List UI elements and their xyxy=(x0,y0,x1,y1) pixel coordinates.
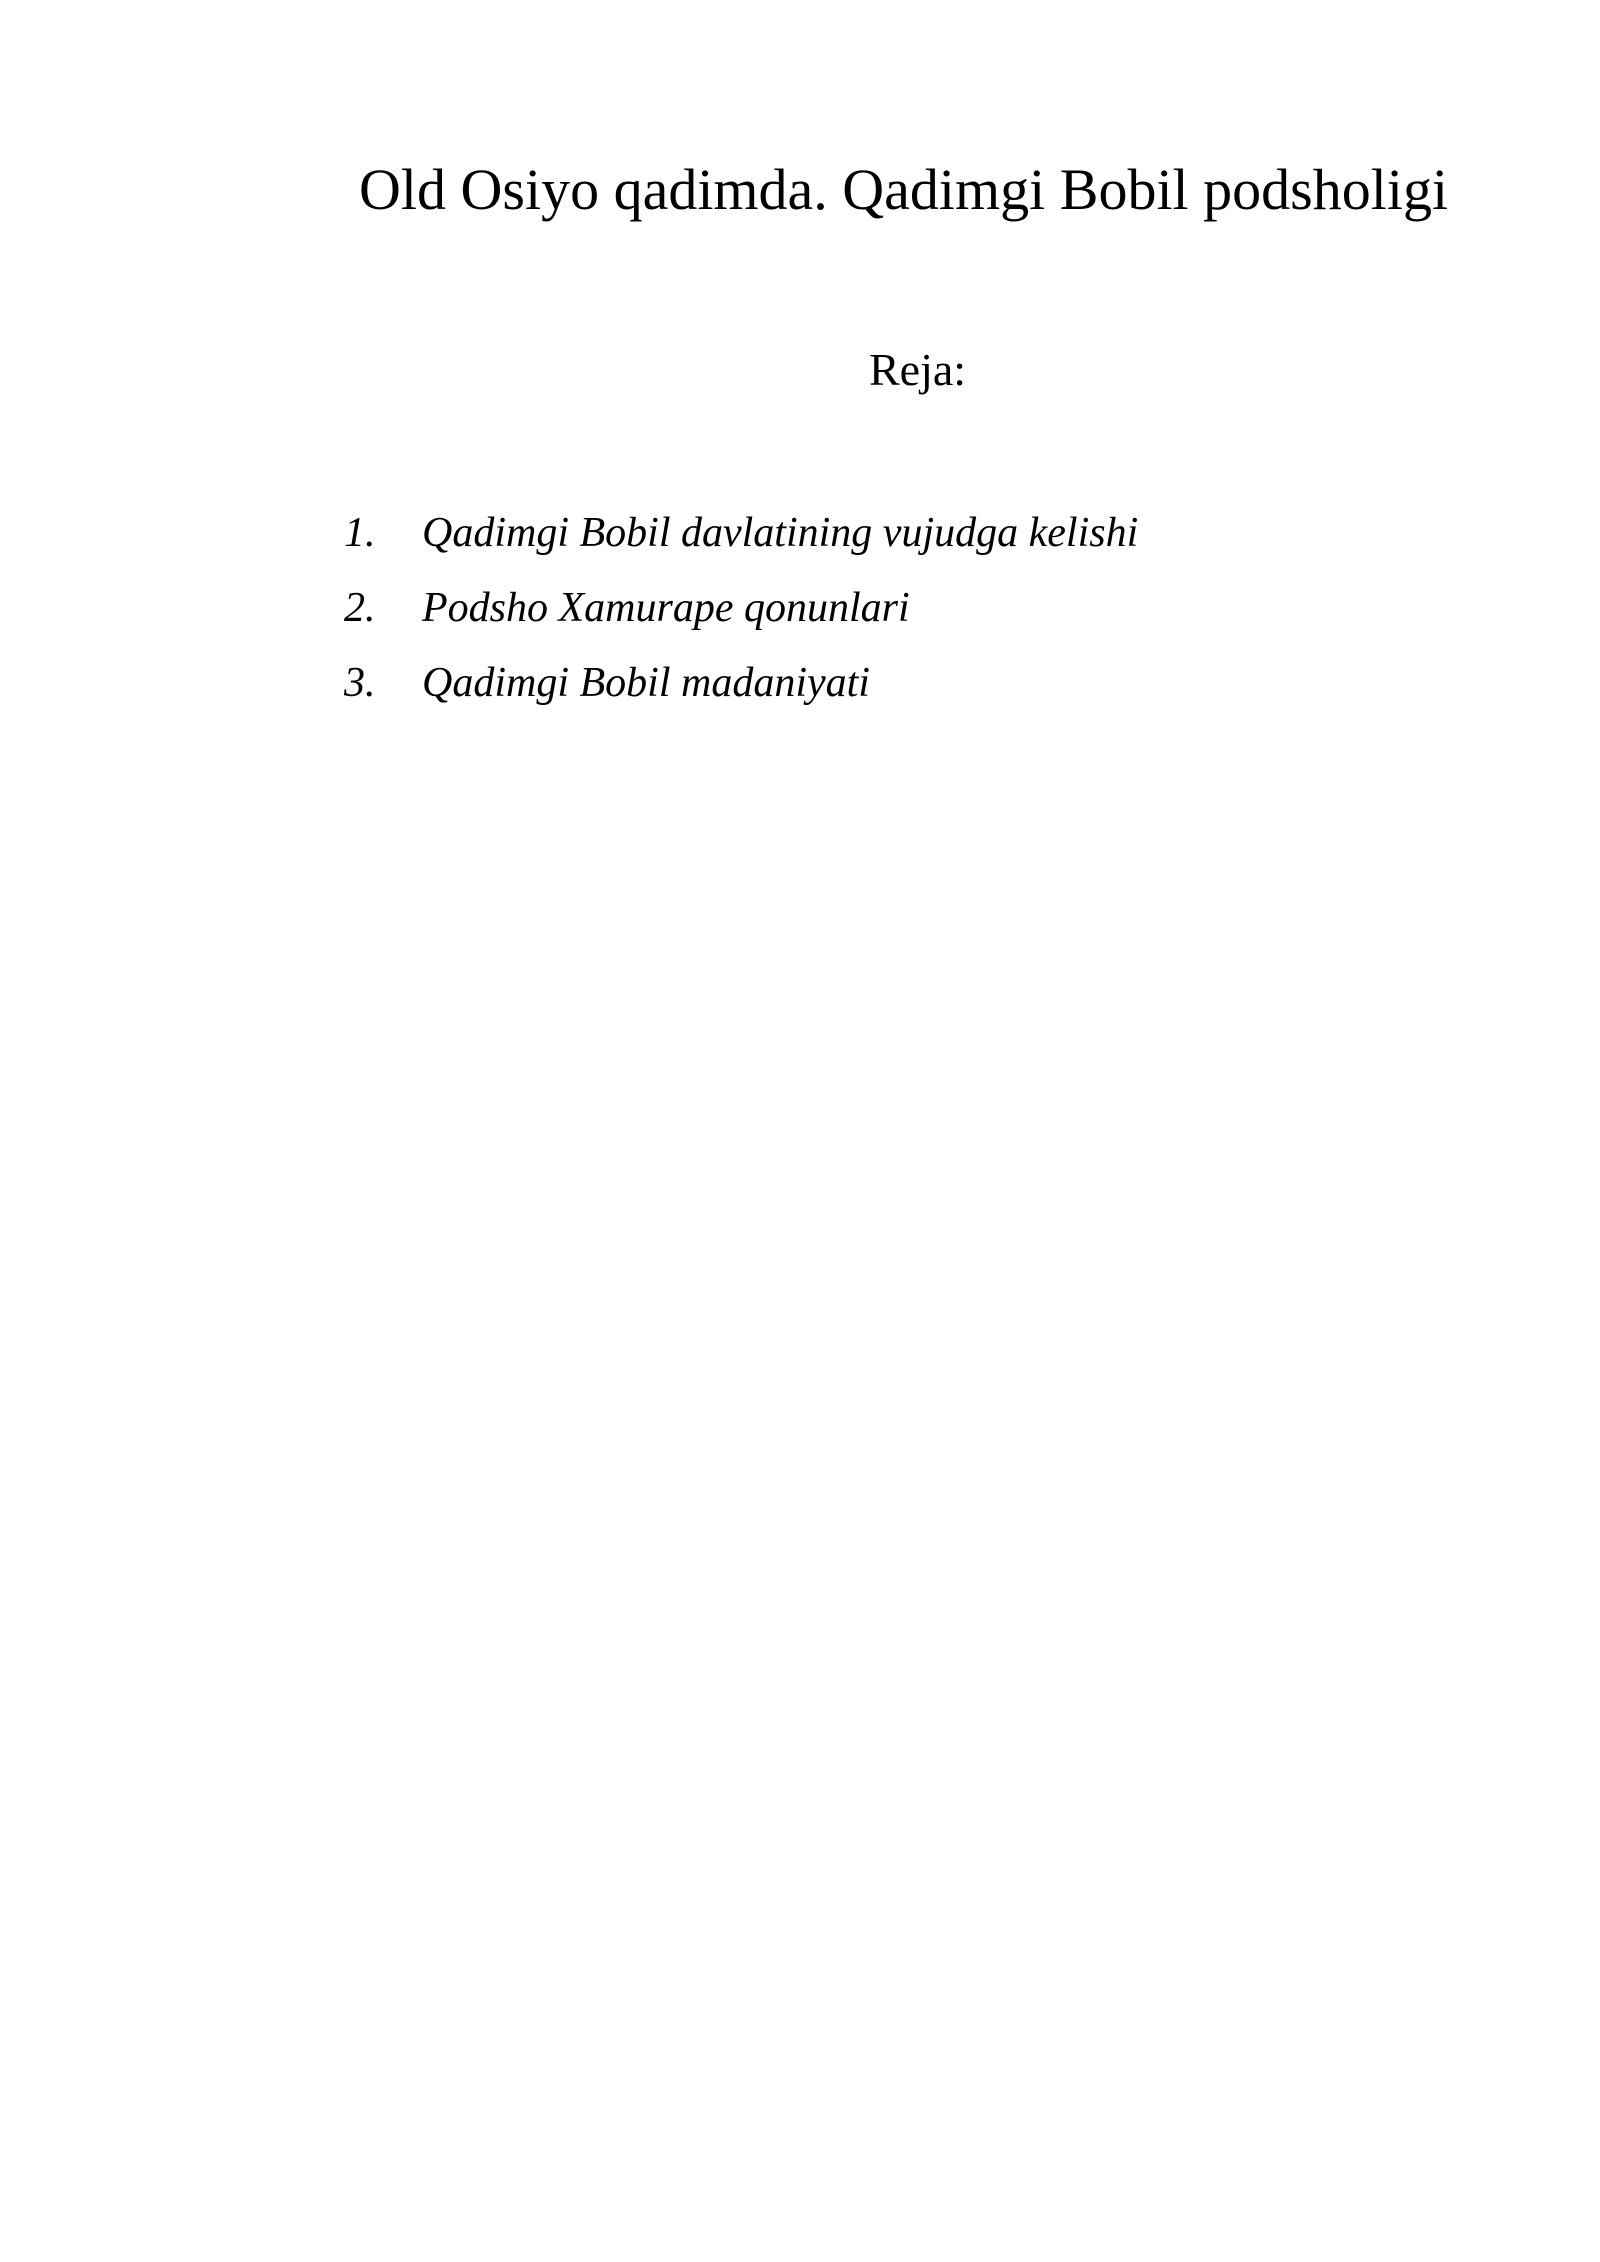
plan-item-number: 2. xyxy=(344,585,376,631)
plan-item-text: Qadimgi Bobil davlatining vujudga kelishi xyxy=(422,510,1139,556)
document-title: Old Osiyo qadimda. Qadimgi Bobil podsholigi xyxy=(359,157,1449,222)
plan-item-text: Qadimgi Bobil madaniyati xyxy=(422,660,870,706)
plan-item-text: Podsho Xamurape qonunlari xyxy=(422,585,910,631)
plan-heading: Reja: xyxy=(869,344,967,395)
plan-item-number: 3. xyxy=(344,660,376,706)
plan-item-number: 1. xyxy=(344,510,376,556)
